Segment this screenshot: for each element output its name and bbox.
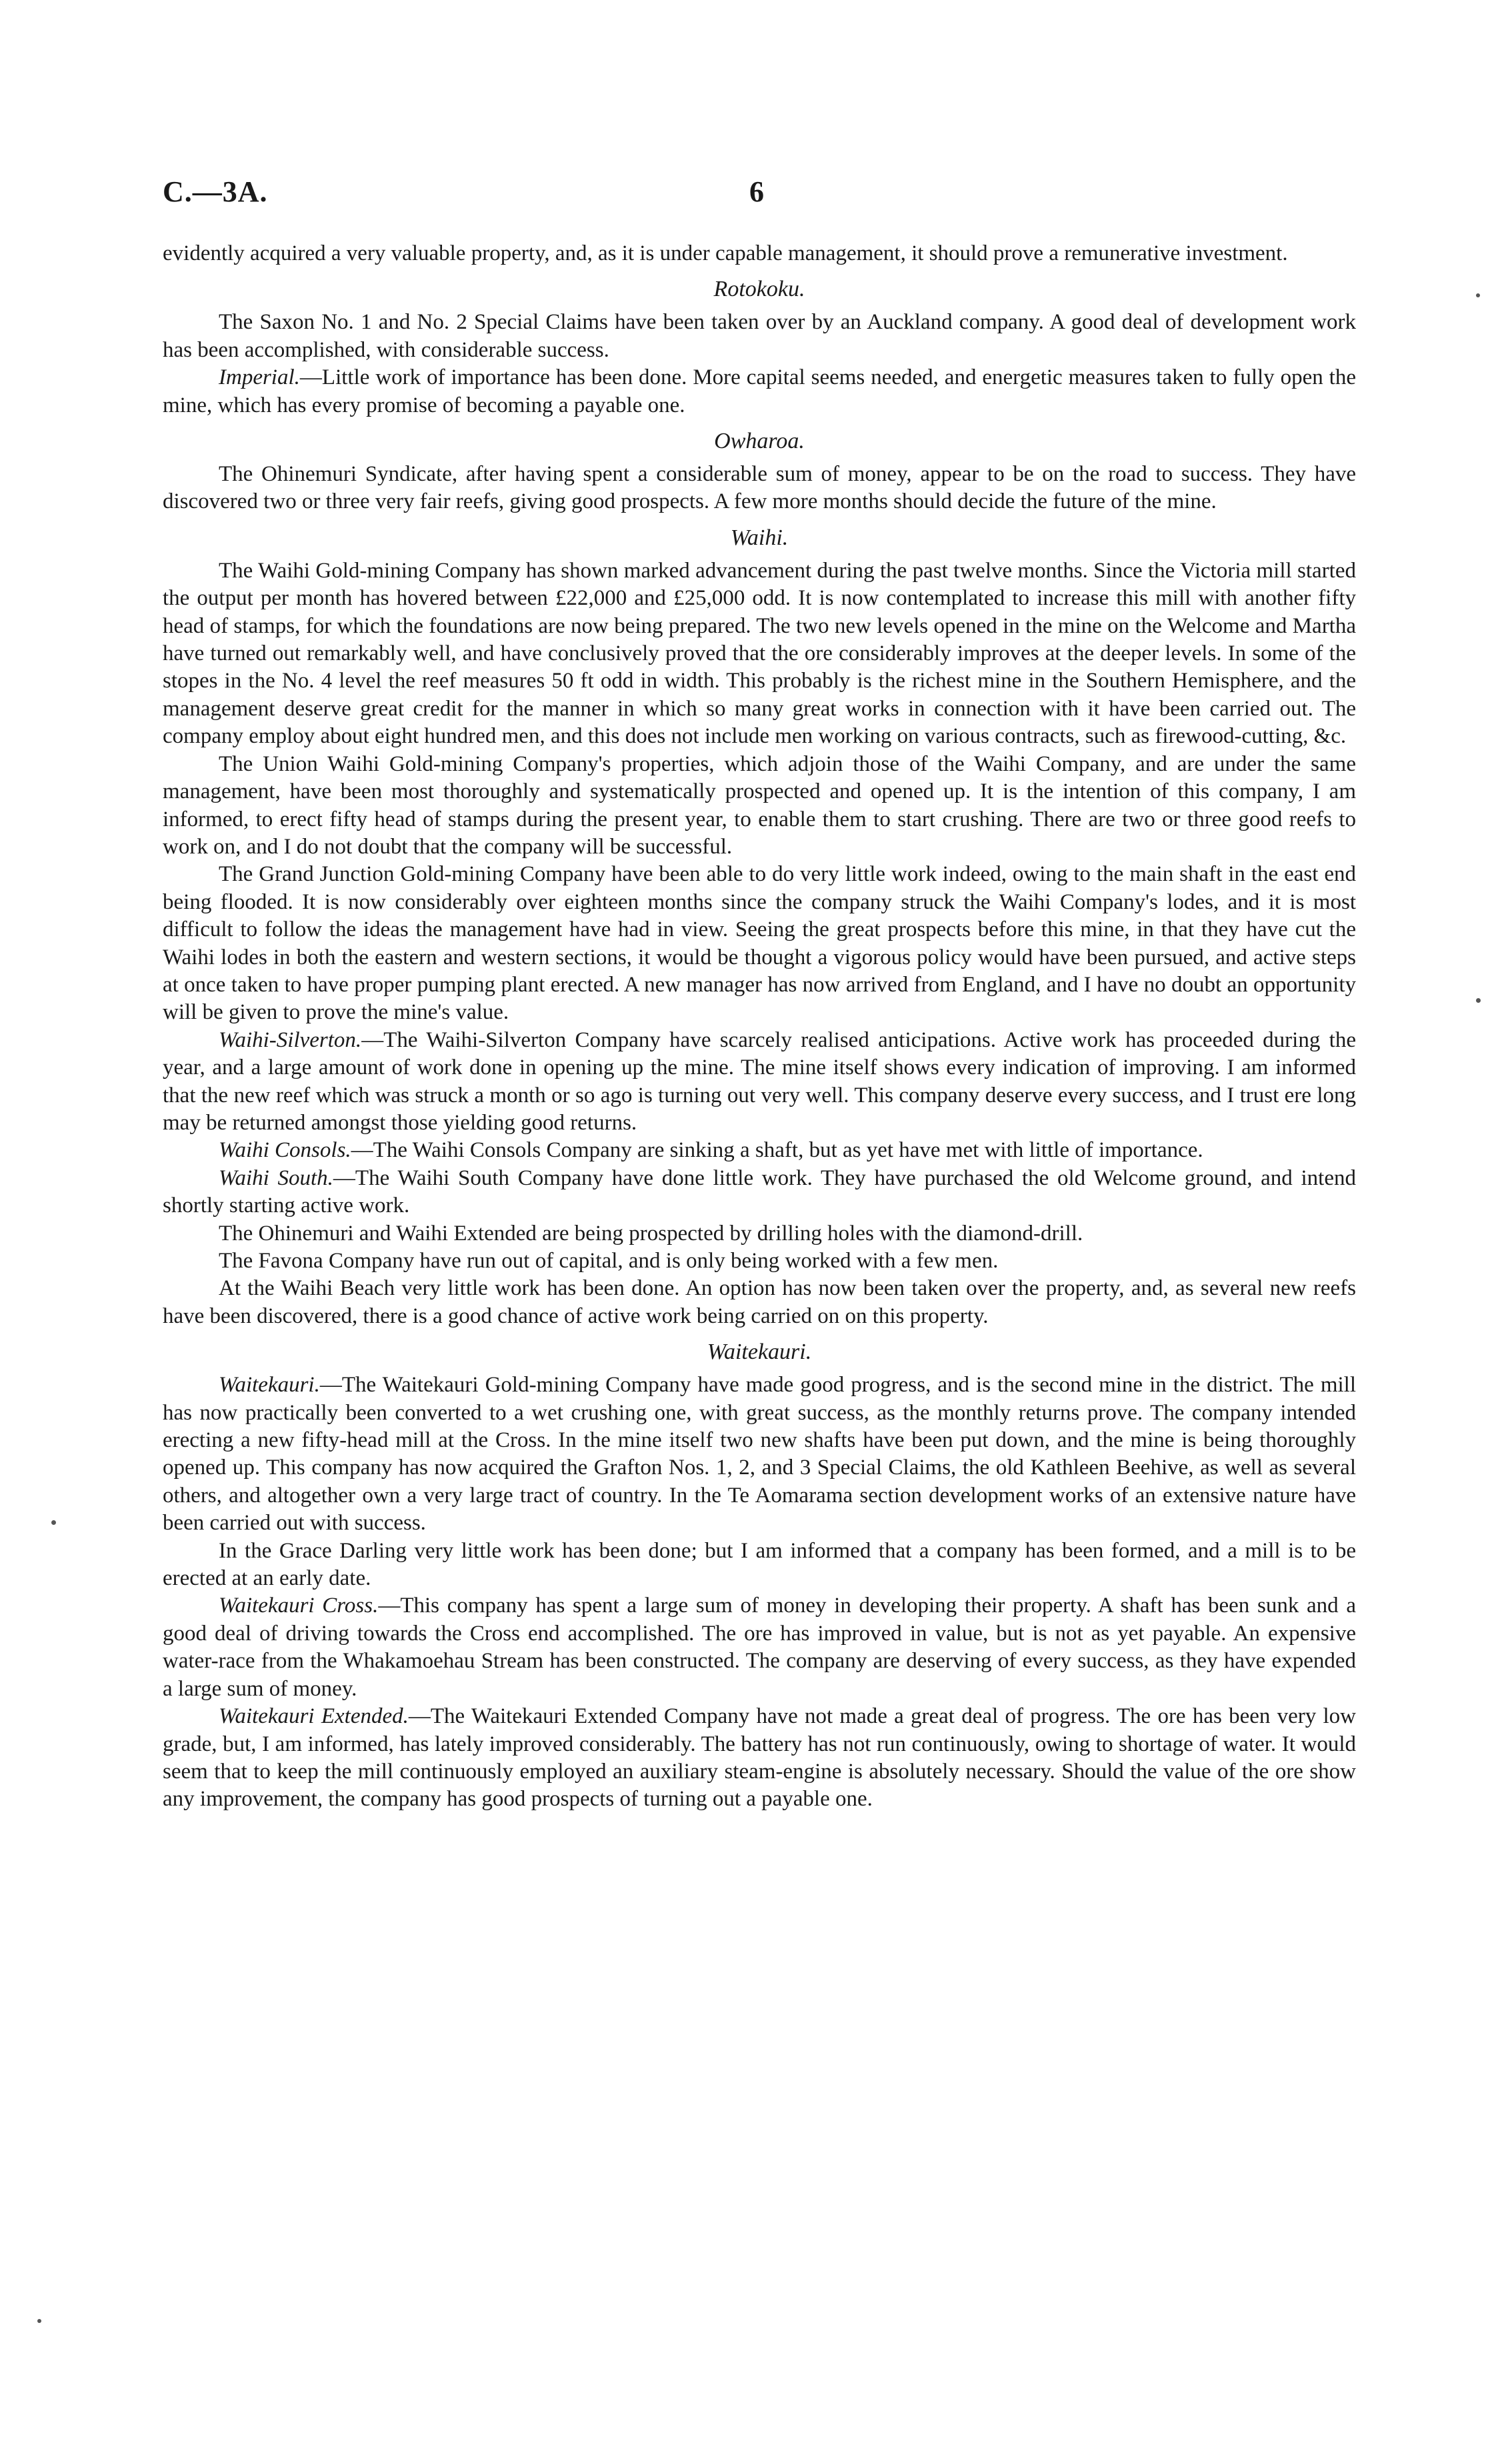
paragraph-waitekauri-cross <box>163 1592 1356 1703</box>
text-waitekauri: —The Waitekauri Gold-mining Company have made good progress, and is the second mine in the district. The mill has now practically been converted to a wet crushing one, with great success, as the monthly returns prove. The company intended erecting a new fifty-head mill at the Cross. In the mine itself two new shafts have been put down, and the mine is being thoroughly opened up. This company has now acquired the Grafton Nos. 1, 2, and 3 Special Claims, the old Kathleen Beehive, as well as several others, and altogether own a very large tract of country. In the Te Aomarama section development works of an extensive nature have been carried out with success. <box>163 1373 1356 1536</box>
text-waitekauri-cross: —This company has spent a large sum of money in developing their property. A shaft has been sunk and a good deal of driving towards the Cross end accomplished. The ore has improved in value, but is not as yet payable. An expensive water-race from the Whakamoehau Stream has been constructed. The company are deserving of every success, as they have expended a large sum of money. <box>163 1594 1356 1701</box>
lead-imperial: Imperial. <box>219 365 300 390</box>
paragraph-grace-darling: In the Grace Darling very little work has been done; but I am informed that a company has been formed, and a mill is to be erected at an early date. <box>163 1538 1356 1591</box>
text-waihi-consols: —The Waihi Consols Company are sinking a shaft, but as yet have met with little of importance. <box>351 1138 1203 1163</box>
paragraph-waihi-gold: The Waihi Gold-mining Company has shown marked advancement during the past twelve months. Since the Victoria mill started the output per month has hovered between £22,000 and £25,000 odd. It is now contemplated to increase this mill with another fifty head of stamps, for which the foundations are now being prepared. The two new levels opened in the mine on the Welcome and Martha have turned out remarkably well, and have conclusively proved that the ore considerably improves at the deeper levels. In some of the stopes in the No. 4 level the reef measures 50 ft odd in width. This probably is the richest mine in the Southern Hemisphere, and the management deserve great credit for the manner in which so many great works in connection with it have been carried out. The company employ about eight hundred men, and this does not include men working on various contracts, such as firewood-cutting, &c. <box>163 558 1356 749</box>
scan-speck <box>1476 998 1481 1003</box>
paragraph-ohinemuri-syndicate: The Ohinemuri Syndicate, after having spent a considerable sum of money, appear to be on the road to success. They have discovered two or three very fair reefs, giving good prospects. A few more months should decide the future of the mine. <box>163 462 1356 514</box>
paragraph-intro: evidently acquired a very valuable property, and, as it is under capable management, it should prove a remunerative investment. <box>163 241 1288 265</box>
page-header <box>163 175 1356 215</box>
paragraph-saxon: The Saxon No. 1 and No. 2 Special Claims have been taken over by an Auckland company. A good deal of development work has been accomplished, with considerable success. <box>163 310 1356 362</box>
paragraph-waitekauri-extended <box>163 1703 1356 1814</box>
paragraph-waitekauri <box>163 1372 1356 1537</box>
scan-speck <box>51 1520 56 1525</box>
heading-rotokoku: Rotokoku. <box>713 277 805 302</box>
paragraph-imperial <box>163 364 1356 419</box>
text-waitekauri-extended: —The Waitekauri Extended Company have not made a great deal of progress. The ore has been very low grade, but, I am informed, has lately improved considerably. The battery has not run continuously, owing to shortage of water. It would seem that to keep the mill continuously employed an auxiliary steam-engine is absolutely necessary. Should the value of the ore show any improvement, the company has good prospects of turning out a payable one. <box>163 1704 1356 1812</box>
document-reference: C.—3A. <box>163 175 268 208</box>
heading-owharoa: Owharoa. <box>714 429 805 454</box>
heading-waihi: Waihi. <box>730 525 789 550</box>
lead-waihi-silverton: Waihi-Silverton. <box>219 1027 362 1052</box>
document-body <box>163 240 1356 1814</box>
page-number: 6 <box>749 175 764 208</box>
paragraph-favona: The Favona Company have run out of capital, and is only being worked with a few men. <box>219 1249 999 1273</box>
paragraph-waihi-consols <box>163 1137 1356 1164</box>
paragraph-waihi-south <box>163 1165 1356 1220</box>
lead-waitekauri: Waitekauri. <box>219 1373 320 1398</box>
lead-waihi-south: Waihi South. <box>219 1165 333 1190</box>
scan-speck <box>1476 293 1480 297</box>
paragraph-grand-junction: The Grand Junction Gold-mining Company have been able to do very little work indeed, owing to the main shaft in the east end being flooded. It is now considerably over eighteen months since the company struck the Waihi Company's lodes, and it is most difficult to follow the ideas the management have had in view. Seeing the great prospects before this mine, in that they have cut the Waihi lodes in both the eastern and western sections, it would be thought a vigorous policy would have been pursued, and active steps at once taken to have proper pumping plant erected. A new manager has now arrived from England, and I have no doubt an opportunity will be given to prove the mine's value. <box>163 862 1356 1025</box>
scan-speck <box>37 2319 41 2323</box>
paragraph-waihi-beach: At the Waihi Beach very little work has been done. An option has now been taken over the property, and, as several new reefs have been discovered, there is a good chance of active work being carried on on this property. <box>163 1276 1356 1328</box>
paragraph-waihi-silverton <box>163 1027 1356 1137</box>
heading-waitekauri: Waitekauri. <box>707 1340 812 1365</box>
lead-waitekauri-cross: Waitekauri Cross. <box>219 1594 379 1618</box>
text-waihi-silverton: —The Waihi-Silverton Company have scarcely realised anticipations. Active work has proceeded during the year, and a large amount of work done in opening up the mine. The mine itself shows every indication of improving. I am informed that the new reef which was struck a month or so ago is turning out very well. This company deserve every success, and I trust ere long may be returned amongst those yielding good returns. <box>163 1027 1356 1135</box>
paragraph-union-waihi: The Union Waihi Gold-mining Company's properties, which adjoin those of the Waihi Company, and are under the same management, have been most thoroughly and systematically prospected and opened up. It is the intention of this company, I am informed, to erect fifty head of stamps during the present year, to enable them to start crushing. There are two or three good reefs to work on, and I do not doubt that the company will be successful. <box>163 751 1356 859</box>
text-imperial: —Little work of importance has been done. More capital seems needed, and energetic measures taken to fully open the mine, which has every promise of becoming a payable one. <box>163 365 1356 417</box>
text-waihi-south: —The Waihi South Company have done little work. They have purchased the old Welcome ground, and intend shortly starting active work. <box>163 1165 1356 1218</box>
lead-waihi-consols: Waihi Consols. <box>219 1138 351 1163</box>
lead-waitekauri-extended: Waitekauri Extended. <box>219 1704 409 1729</box>
paragraph-ohinemuri-extended: The Ohinemuri and Waihi Extended are being prospected by drilling holes with the diamond-drill. <box>219 1221 1083 1246</box>
